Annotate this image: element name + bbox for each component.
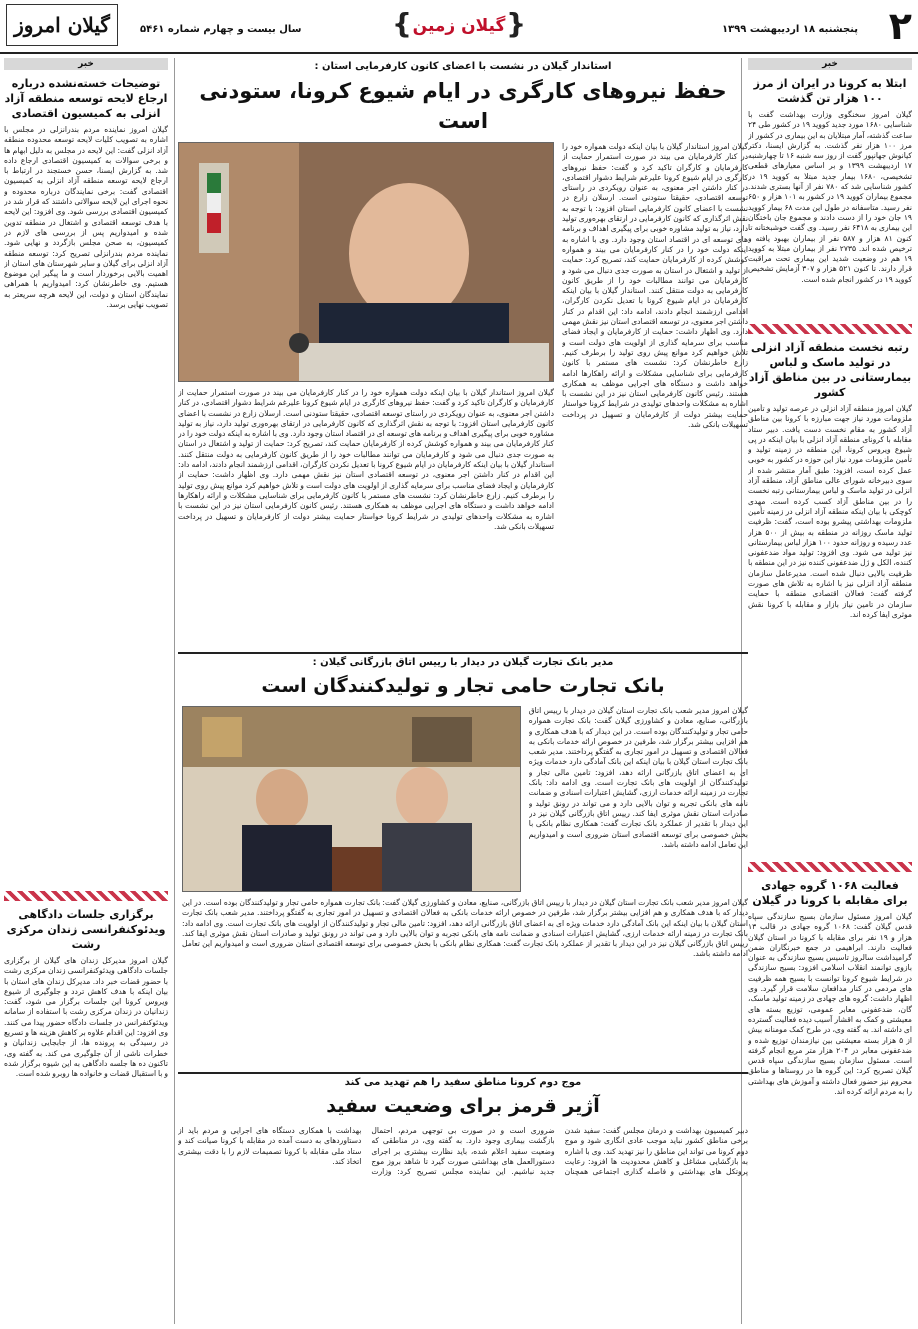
kicker-governor: استاندار گیلان در نشست با اعضای کانون کارفرمایی استان : [314,61,612,72]
center-column [178,58,748,1324]
headline-anzali-free-zone: رتبه نخست منطقه آزاد انزلی در تولید ماسک و لباس بیمارستانی در بین مناطق آزاد کشور [748,341,912,399]
headline-governor: حفظ نیروهای کارگری در ایام شیوع کرونا، ستودنی است [199,79,727,133]
body-governor-col1: گیلان امروز استاندار گیلان با بیان اینکه دولت همواره خود را در کنار کارفرمایان می بیند در صورت استمرار حمایت از کارفرمایان و کارگران تاکید کرد و گفت: حفظ نیروهای کارگری در ایام شیوع کرونا علیرغم شرایط دشوار اقتصادی، در کنار داشتن اجر معنوی، به عنوان رویکردی در راستای توسعه اقتصادی، حقیقتا ستودنی است. ارسلان زارع در نشست با اعضای کانون کارفرمایی استان افزود: با توجه به نقش اثرگذاری که کانون کارفرمایی در ارتقای بهره‌وری تولید دارد، نیاز به تولید مشاوره خوبی برای پیگیری اهداف و برنامه های توسعه ای در اقتصاد استان وجود دارد. وی با اشاره به اینکه دولت خود را در کنار کارفرمایان می بیند و همواره کوشش کرده از کارفرمایان حمایت کند، تصریح کرد: حمایت از تولید و اشتغال در استان به صورت جدی دنبال می شود و کارفرمایان می توانند مطالبات خود را از طریق کانون کارفرمایی به دولت منتقل کنند. استاندار گیلان با بیان اینکه کارفرمایان در ایام شیوع کرونا با تعدیل نکردن کارگران، اقدامی ارزشمند انجام دادند، ادامه داد: این اقدام در کنار داشتن اجر معنوی، در توسعه اقتصادی استان نیز نقش مهمی دارد. وی اظهار داشت: حمایت از کارفرمایان و ایجاد فضای مناسب برای سرمایه گذاری از اولویت های دولت است و تلاش خواهیم کرد موانع پیش روی تولید را برطرف کنیم. زارع خاطرنشان کرد: نشست های مستمر با کانون کارفرمایی برای شناسایی مشکلات و ارائه راهکارها ادامه خواهد داشت و دستگاه های اجرایی موظف به همکاری هستند. رئیس کانون کارفرمایی استان نیز در این نشست با اشاره به مشکلات واحدهای تولیدی در شرایط کرونا خواستار حمایت بیشتر دولت از کارفرمایان و تسهیل در پرداخت تسهیلات بانکی شد. [562,142,748,430]
body-red-alarm: دبیر کمیسیون بهداشت و درمان مجلس گفت: سفید شدن برخی مناطق کشور نباید موجب عادی انگاری شود و موج دوم کرونا می تواند این مناطق را نیز تهدید کند. وی با اشاره به بازگشایی مشاغل و کاهش محدودیت ها افزود: رعایت پروتکل های بهداشتی و فاصله گذاری اجتماعی همچنان ضروری است و در صورت بی توجهی مردم، احتمال بازگشت بیماری وجود دارد. به گفته وی، در مناطقی که وضعیت سفید اعلام شده، باید نظارت بیشتری بر اجرای دستورالعمل های بهداشتی صورت گیرد تا شاهد بروز موج جدید نباشیم. این نماینده مجلس تصریح کرد: وزارت بهداشت با همکاری دستگاه های اجرایی و مردم باید از دستاوردهای به دست آمده در مقابله با کرونا صیانت کند و ستاد ملی مقابله با کرونا تصمیمات لازم را با دقت بیشتری اتخاذ کند. [178,1126,748,1177]
divider [4,891,168,901]
divider [748,862,912,872]
article-tejarat-bank [178,654,748,1118]
article-red-alarm [178,1074,748,1326]
section-title: { گیلان زمین } [400,12,518,40]
body-jihadi-groups: گیلان امروز مسئول سازمان بسیج سازندگی سپاه قدس گیلان گفت: ۱۰۶۸ گروه جهادی در قالب ۱۳ هزار و ۱۹ نفر برای مقابله با کرونا در استان گیلان فعالیت دارند. ابراهیمی در جمع خبرنگاران ضمن گرامیداشت سالروز تاسیس بسیج سازندگی به عنوان بازوی توانمند انقلاب اسلامی افزود: بسیج سازندگی در شرایط شیوع کرونا توانست با بسیج همه ظرفیت های مردمی در کنار مدافعان سلامت قرار گیرد. وی اظهار داشت: گروه های جهادی در زمینه تولید ماسک، گان، ضدعفونی معابر عمومی، توزیع بسته های معیشتی و کمک به اقشار آسیب دیده فعالیت گسترده ای داشته اند. به گفته وی، در طرح کمک مومنانه بیش از ۵ هزار بسته معیشتی بین نیازمندان توزیع شده و ضدعفونی معابر در ۲۰۴ هزار متر مربع انجام گرفته است. مسئول سازمان بسیج سازندگی سپاه قدس گیلان تصریح کرد: این گروه ها در روستاها و مناطق محروم نیز حضور فعال داشته و آموزش های بهداشتی را به مردم ارائه کرده اند. [748,912,912,1097]
governor-photo [178,142,554,382]
issue-date: پنجشنبه ۱۸ اردیبهشت ۱۳۹۹ [721,24,858,35]
headline-red-alarm: آژیر قرمز برای وضعیت سفید [326,1095,600,1117]
issue-meta: سال بیست و چهارم شماره ۵۴۶۱ [140,24,302,35]
right-column [741,58,912,1324]
article-governor [178,58,748,682]
column-label: خبر [748,58,912,70]
headline-jihadi-groups: فعالیت ۱۰۶۸ گروه جهادی برای مقابله با کرونا در گیلان [752,879,908,907]
body-corona-iran: گیلان امروز سخنگوی وزارت بهداشت گفت با شناسایی ۱۶۸۰ مورد جدید کووید ۱۹ در کشور طی ۲۴ ساعت گذشته، آمار مبتلایان به این بیماری در کشور از مرز ۱۰۰ هزار نفر گذشت. به گزارش ایسنا، دکتر کیانوش جهانپور گفت از روز سه شنبه ۱۶ تا چهارشنبه ۱۷ اردیبهشت ۱۳۹۹ و بر اساس معیارهای قطعی تشخیصی، ۱۶۸۰ بیمار جدید مبتلا به کووید ۱۹ در کشور شناسایی شد که ۷۸۰ نفر از آنها بستری شدند. مجموع بیماران کووید ۱۹ در کشور به ۱۰۱ هزار و ۶۵۰ نفر رسید. متاسفانه در طول این مدت ۶۸ بیمار کووید ۱۹ جان خود را از دست دادند و مجموع جان باختگان این بیماری به ۶۴۱۸ نفر رسید. وی گفت خوشبختانه تا کنون ۸۱ هزار و ۵۸۷ نفر از بیماران بهبود یافته و ترخیص شده اند. ۲۷۳۵ نفر از بیماران مبتلا به کووید ۱۹ هم در وضعیت شدید این بیماری تحت مراقبت قرار دارند. تا کنون ۵۲۱ هزار و ۳۰۷ آزمایش تشخیص کووید ۱۹ در کشور انجام شده است. [748,110,912,284]
divider [748,324,912,334]
body-tejarat-bank-col1: گیلان امروز مدیر شعب بانک تجارت استان گیلان در دیدار با رییس اتاق بازرگانی، صنایع، معادن و کشاورزی گیلان گفت: بانک تجارت همواره حامی تجار و تولیدکنندگان بوده است. در این دیدار که با هدف همکاری و هم افزایی بیشتر برگزار شد، طرفین در خصوص ارائه خدمات بانکی به فعالان اقتصادی و تسهیل در امور تجاری به گفتگو پرداختند. مدیر شعب بانک تجارت استان گیلان با بیان اینکه این بانک آمادگی دارد خدمات ویژه ای به اعضای اتاق بازرگانی ارائه دهد، افزود: تامین مالی تجار و تولیدکنندگان از اولویت های بانک تجارت است. وی ادامه داد: بانک تجارت در زمینه ارائه خدمات ارزی، گشایش اعتبارات اسنادی و ضمانت نامه های بانکی تجربه و توان بالایی دارد و می تواند در رونق تولید و صادرات استان نقش موثری ایفا کند. رییس اتاق بازرگانی گیلان نیز در این دیدار با تقدیر از عملکرد بانک تجارت گفت: همکاری نظام بانکی با بخش خصوصی برای توسعه اقتصادی استان ضروری است و امیدواریم این تعامل ادامه داشته باشد. [528,706,748,849]
kicker-red-alarm: موج دوم کرونا مناطق سفید را هم تهدید می کند [344,1077,582,1088]
body-tejarat-bank-col2: گیلان امروز مدیر شعب بانک تجارت استان گیلان در دیدار با رییس اتاق بازرگانی، صنایع، معادن و کشاورزی گیلان گفت: بانک تجارت همواره حامی تجار و تولیدکنندگان بوده است. در این دیدار که با هدف همکاری و هم افزایی بیشتر برگزار شد، طرفین در خصوص ارائه خدمات بانکی به فعالان اقتصادی و تسهیل در امور تجاری به گفتگو پرداختند. مدیر شعب بانک تجارت استان گیلان با بیان اینکه این بانک آمادگی دارد خدمات ویژه ای به اعضای اتاق بازرگانی ارائه دهد، افزود: تامین مالی تجار و تولیدکنندگان از اولویت های بانک تجارت است. وی ادامه داد: بانک تجارت در زمینه ارائه خدمات ارزی، گشایش اعتبارات اسنادی و ضمانت نامه های بانکی تجربه و توان بالایی دارد و می تواند در رونق تولید و صادرات استان نقش موثری ایفا کند. رییس اتاق بازرگانی گیلان نیز در این دیدار با تقدیر از عملکرد بانک تجارت گفت: همکاری نظام بانکی با بخش خصوصی برای توسعه اقتصادی استان ضروری است و امیدواریم این تعامل ادامه داشته باشد. [182,898,748,959]
column-label: خبر [4,58,168,70]
body-rasht-prison: گیلان امروز مدیرکل زندان های گیلان از برگزاری جلسات دادگاهی ویدئوکنفرانسی زندان مرکزی رشت با حضور قضات خبر داد. مدیرکل زندان های استان با بیان اینکه با هدف کاهش تردد و جلوگیری از شیوع ویروس کرونا این جلسات برگزار می شود، گفت: زندانیان در زندان مرکزی رشت با استفاده از سامانه ویدئوکنفرانس در جلسات دادگاه حضور پیدا می کنند. وی افزود: این اقدام علاوه بر کاهش هزینه ها و تسریع در رسیدگی به پرونده ها، از جابجایی زندانیان و خطرات ناشی از آن جلوگیری می کند. به گفته وی، تاکنون ده ها جلسه دادگاهی به این شیوه برگزار شده و با استقبال قضات و خانواده ها روبرو شده است. [4,956,168,1079]
kicker-tejarat-bank: مدیر بانک تجارت گیلان در دیدار با رییس اتاق بازرگانی گیلان : [312,657,614,668]
body-anzali-free-zone: گیلان امروز منطقه آزاد انزلی در عرصه تولید و تأمین ملزومات مورد نیاز جهت مبارزه با کرونا بین مناطق آزاد کشور به مقام نخست دست یافت. دبیر ستاد مقابله با کرونای منطقه آزاد انزلی با بیان اینکه در پی شیوع ویروس کرونا، این منطقه در زمینه تولید و تأمین ملزومات مورد نیاز این حوزه در کشور به خوبی عمل کرده است، افزود: طبق آمار منتشر شده از سوی دبیرخانه شورای عالی مناطق آزاد، منطقه آزاد انزلی در تولید ماسک و لباس بیمارستانی رتبه نخست را در بین مناطق آزاد کسب کرده است. مهدی کوچکی با بیان اینکه منطقه آزاد انزلی در زمینه تأمین ملزومات بهداشتی پیشرو بوده است، گفت: ظرفیت تولید ماسک روزانه در منطقه به بیش از ۵۰۰ هزار عدد رسیده و روزانه حدود ۱۰۰ هزار لباس بیمارستانی نیز تولید می شود. وی افزود: تولید مواد ضدعفونی کننده، الکل و ژل ضدعفونی کننده نیز در این منطقه با ظرفیت بالایی دنبال شده است. مدیرعامل سازمان منطقه آزاد انزلی نیز با اشاره به تلاش های صورت گرفته گفت: فعالان اقتصادی منطقه با حمایت سازمان در تامین نیاز بازار و مقابله با کرونا نقش موثری ایفا کرده اند. [748,404,912,619]
page-header [0,0,918,54]
headline-tejarat-bank: بانک تجارت حامی تجار و تولیدکنندگان است [261,675,665,697]
headline-corona-iran: ابتلا به کرونا در ایران از مرز ۱۰۰ هزار تن گذشت [753,77,907,105]
body-anzali-bill: گیلان امروز نماینده مردم بندرانزلی در مجلس با اشاره به تصویب کلیات لایحه توسعه محدوده منطقه آزاد انزلی گفت: این لایحه در مجلس به دلیل ابهام ها و برخی سوالات به کمیسیون اقتصادی ارجاع داده شد. به گزارش ایسنا، حسن خستجند در ارتباط با ارجاع لایحه توسعه منطقه آزاد انزلی به کمیسیون اقتصادی گفت: برخی نمایندگان درباره محدوده و نحوه اجرای این لایحه سوالاتی داشتند که قرار شد در کمیسیون اقتصادی بررسی شود. وی افزود: این لایحه با هدف توسعه اقتصادی و اشتغال در منطقه تدوین شده و امیدواریم پس از بررسی های لازم در کمیسیون، به صحن مجلس بازگردد و نهایی شود. نماینده مردم بندرانزلی تصریح کرد: توسعه منطقه آزاد انزلی برای گیلان و سایر شهرستان های استان از اهمیت بالایی برخوردار است و ما پیگیر این موضوع هستیم. وی خاطرنشان کرد: امیدواریم با همراهی نمایندگان استان و دولت، این لایحه هرچه سریعتر به تصویب نهایی برسد. [4,125,168,310]
body-governor-col2: گیلان امروز استاندار گیلان با بیان اینکه دولت همواره خود را در کنار کارفرمایان می بیند در صورت استمرار حمایت از کارفرمایان و کارگران تاکید کرد و گفت: حفظ نیروهای کارگری در ایام شیوع کرونا علیرغم شرایط دشوار اقتصادی، در کنار داشتن اجر معنوی، به عنوان رویکردی در راستای توسعه اقتصادی، حقیقتا ستودنی است. ارسلان زارع در نشست با اعضای کانون کارفرمایی استان افزود: با توجه به نقش اثرگذاری که کانون کارفرمایی در ارتقای بهره‌وری تولید دارد، نیاز به تولید مشاوره خوبی برای پیگیری اهداف و برنامه های توسعه ای در اقتصاد استان وجود دارد. وی با اشاره به اینکه دولت خود را در کنار کارفرمایان می بیند و همواره کوشش کرده از کارفرمایان حمایت کند، تصریح کرد: حمایت از تولید و اشتغال در استان به صورت جدی دنبال می شود و کارفرمایان می توانند مطالبات خود را از طریق کانون کارفرمایی به دولت منتقل کنند. استاندار گیلان با بیان اینکه کارفرمایان در ایام شیوع کرونا با تعدیل نکردن کارگران، اقدامی ارزشمند انجام دادند، ادامه داد: این اقدام در کنار داشتن اجر معنوی، در توسعه اقتصادی استان نیز نقش مهمی دارد. وی اظهار داشت: حمایت از کارفرمایان و ایجاد فضای مناسب برای سرمایه گذاری از اولویت های دولت است و تلاش خواهیم کرد موانع پیش روی تولید را برطرف کنیم. زارع خاطرنشان کرد: نشست های مستمر با کانون کارفرمایی برای شناسایی مشکلات و ارائه راهکارها ادامه خواهد داشت و دستگاه های اجرایی موظف به همکاری هستند. رئیس کانون کارفرمایی استان نیز در این نشست با اشاره به مشکلات واحدهای تولیدی در شرایط کرونا خواستار حمایت بیشتر دولت از کارفرمایان و تسهیل در پرداخت تسهیلات بانکی شد. [178,388,554,531]
left-column [4,58,175,1324]
headline-anzali-bill: توضیحات خسته‌نشده درباره ارجاع لایحه توسعه منطقه آزاد انزلی به کمیسیون اقتصادی [4,77,168,120]
meeting-photo [182,706,521,892]
headline-rasht-prison: برگزاری جلسات دادگاهی ویدئوکنفرانسی زندان مرکزی رشت [6,908,166,951]
newspaper-logo: گیلان امروز [6,4,118,46]
page-number: ۲ [888,4,912,48]
